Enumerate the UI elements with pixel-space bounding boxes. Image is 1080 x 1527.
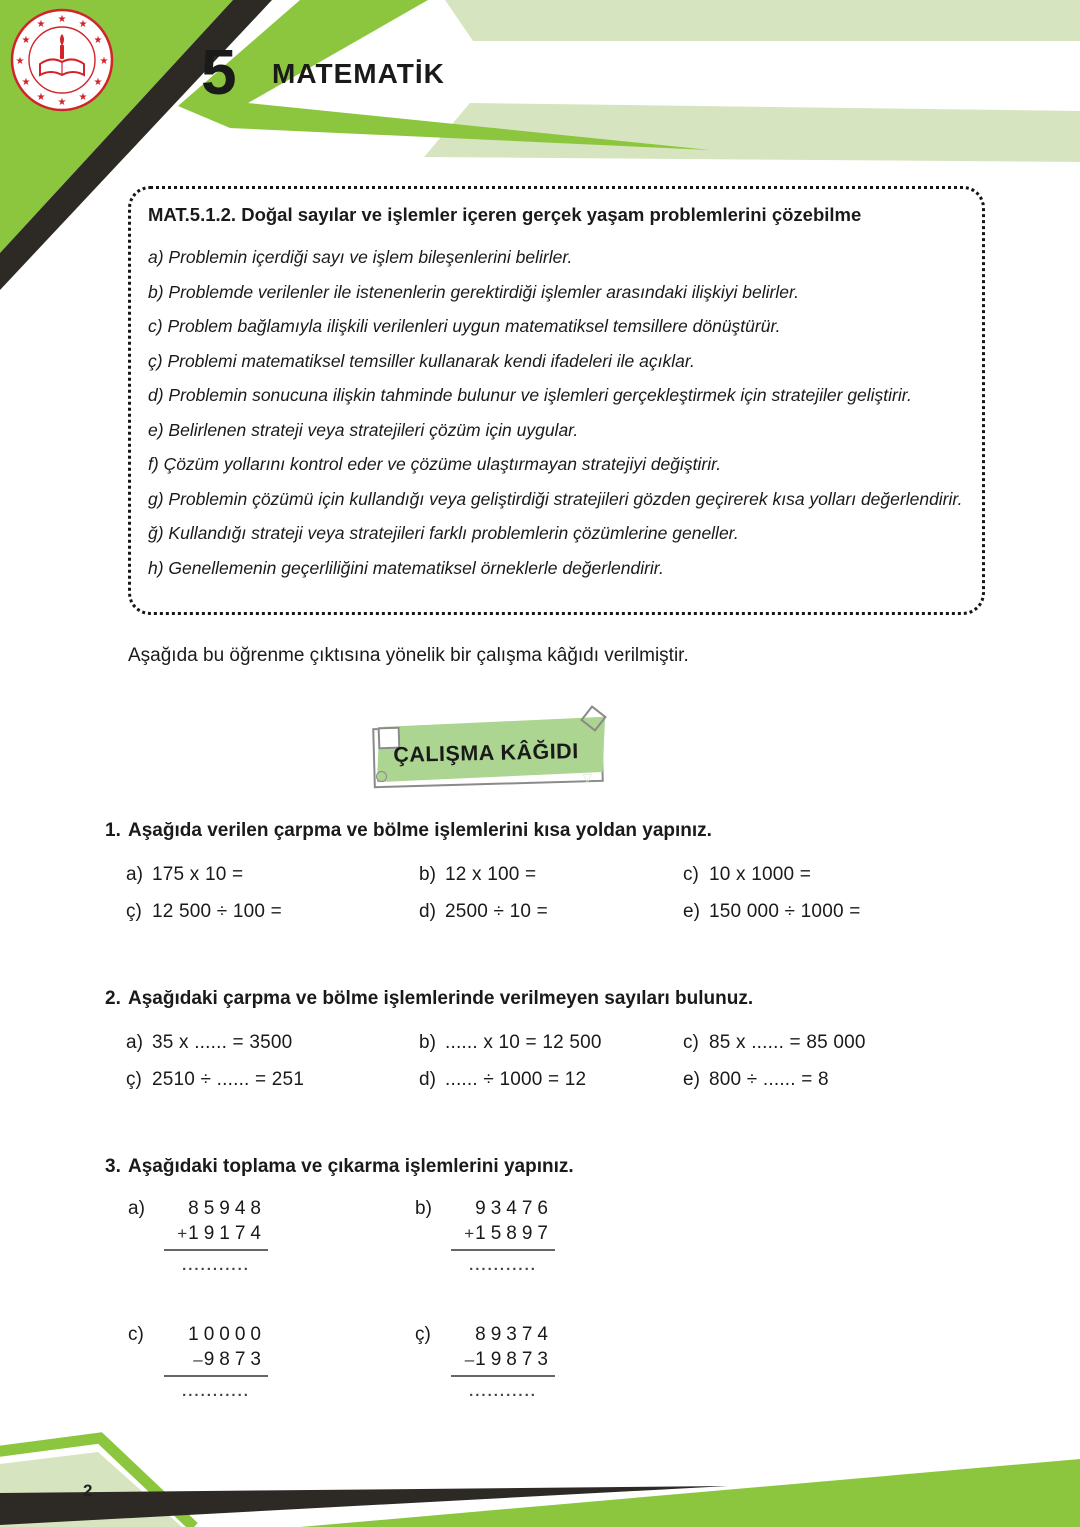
item-label: e)	[683, 901, 700, 922]
question-2-number: 2.	[105, 988, 121, 1009]
item-label: b)	[419, 864, 436, 885]
question-1-items	[126, 864, 1063, 923]
question-1-number: 1.	[105, 820, 121, 841]
item-label: a)	[126, 1032, 143, 1053]
item-label: e)	[683, 1069, 700, 1090]
outcome-item-f: f) Çözüm yollarını kontrol eder ve çözüme ulaştırmayan stratejiyi değiştirir.	[148, 454, 722, 474]
item-expression: 35 x ...... = 3500	[152, 1032, 293, 1053]
operand-top: 85948	[188, 1198, 266, 1219]
operator-sign: +	[464, 1224, 475, 1243]
item-label: ç)	[126, 901, 142, 922]
q2-item-a	[126, 1032, 419, 1054]
outcome-item-c: c) Problem bağlamıyla ilişkili verilenleri uygun matematiksel temsillere dönüştürür.	[148, 316, 781, 336]
vertical-problem-a	[128, 1198, 268, 1274]
item-expression: ...... x 10 = 12 500	[445, 1032, 602, 1053]
banner-triangle-bottomright-icon: ▽	[582, 771, 592, 785]
question-2-items	[126, 1032, 1063, 1091]
operand-bottom: 19873	[475, 1349, 553, 1370]
outcome-item-g2: ğ) Kullandığı strateji veya stratejileri farklı problemlerin çözümlerine geneller.	[148, 523, 739, 543]
q2-item-e	[683, 1069, 1063, 1091]
vertical-problem-c2	[415, 1324, 555, 1400]
question-2-heading	[105, 988, 753, 1010]
svg-text:★: ★	[36, 92, 46, 103]
answer-rule	[451, 1249, 555, 1251]
svg-text:★: ★	[78, 92, 88, 103]
operand-bottom: 19174	[188, 1223, 266, 1244]
q2-item-c2	[126, 1069, 419, 1091]
grade-number: 5	[201, 36, 237, 108]
question-2-prompt: Aşağıdaki çarpma ve bölme işlemlerinde verilmeyen sayıları bulunuz.	[128, 988, 754, 1009]
question-1-heading	[105, 820, 712, 842]
q1-item-d	[419, 901, 683, 923]
item-expression: 800 ÷ ...... = 8	[709, 1069, 829, 1090]
question-3-prompt: Aşağıdaki toplama ve çıkarma işlemlerini yapınız.	[128, 1156, 574, 1177]
outcome-item-h: h) Genellemenin geçerliliğini matematiksel örneklerle değerlendirir.	[148, 557, 664, 578]
item-label: d)	[419, 1069, 436, 1090]
learning-outcome-box	[128, 186, 985, 615]
svg-text:★: ★	[57, 97, 67, 108]
q1-item-b	[419, 864, 683, 886]
item-label: a)	[126, 864, 143, 885]
outcome-item-e: e) Belirlenen strateji veya stratejileri çözüm için uygular.	[148, 419, 579, 440]
page-number: 2	[83, 1481, 93, 1500]
footer-decoration	[0, 1407, 1080, 1527]
problem-label: b)	[415, 1198, 432, 1219]
operand-top: 10000	[188, 1324, 266, 1345]
item-expression: 2500 ÷ 10 =	[445, 901, 548, 922]
svg-text:★: ★	[78, 19, 88, 30]
item-label: b)	[419, 1032, 436, 1053]
outcome-item-b: b) Problemde verilenler ile istenenlerin gerektirdiği işlemler arasındaki ilişkiyi belirler.	[148, 281, 799, 302]
svg-text:★: ★	[36, 19, 46, 30]
outcome-item-c2: ç) Problemi matematiksel temsiller kullanarak kendi ifadeleri ile açıklar.	[148, 350, 695, 371]
item-expression: 150 000 ÷ 1000 =	[709, 901, 861, 922]
q2-item-b	[419, 1032, 683, 1054]
item-expression: 85 x ...... = 85 000	[709, 1032, 866, 1053]
vertical-problem-c	[128, 1324, 268, 1400]
answer-dots: ...........	[469, 1383, 537, 1400]
svg-text:★: ★	[21, 35, 31, 46]
outcome-item-g: g) Problemin çözümü için kullandığı veya geliştirdiği stratejileri gözden geçirerek kısa yolları değerlendirir.	[148, 488, 963, 509]
subject-title: MATEMATİK	[272, 58, 445, 89]
operand-bottom: 15897	[475, 1223, 553, 1244]
item-label: c)	[683, 864, 699, 885]
question-1-prompt: Aşağıda verilen çarpma ve bölme işlemlerini kısa yoldan yapınız.	[128, 820, 712, 841]
question-3-heading	[105, 1156, 574, 1178]
svg-text:★: ★	[21, 77, 31, 88]
q1-item-a	[126, 864, 419, 886]
operand-top: 89374	[475, 1324, 553, 1345]
item-label: c)	[683, 1032, 699, 1053]
answer-rule	[164, 1249, 268, 1251]
item-label: d)	[419, 901, 436, 922]
vertical-problem-b	[415, 1198, 555, 1274]
item-expression: 12 500 ÷ 100 =	[152, 901, 282, 922]
outcome-item-a: a) Problemin içerdiği sayı ve işlem bileşenlerini belirler.	[148, 247, 573, 267]
item-expression: 10 x 1000 =	[709, 864, 812, 885]
answer-dots: ...........	[182, 1383, 250, 1400]
question-3-number: 3.	[105, 1156, 121, 1177]
operand-bottom: 9873	[203, 1349, 266, 1370]
item-expression: 2510 ÷ ...... = 251	[152, 1069, 305, 1090]
q1-item-c	[683, 864, 1063, 886]
operator-sign: –	[193, 1350, 203, 1369]
q2-item-d	[419, 1069, 683, 1091]
svg-text:★: ★	[93, 35, 103, 46]
operator-sign: –	[464, 1350, 475, 1369]
answer-dots: ...........	[469, 1257, 537, 1274]
item-expression: ...... ÷ 1000 = 12	[445, 1069, 587, 1090]
svg-text:★: ★	[99, 56, 109, 67]
problem-label: a)	[128, 1198, 145, 1219]
answer-rule	[451, 1375, 555, 1377]
header-light-band-top	[445, 0, 1080, 41]
q2-item-c	[683, 1032, 1063, 1054]
outcome-title: MAT.5.1.2. Doğal sayılar ve işlemler içeren gerçek yaşam problemlerini çözebilme	[148, 204, 862, 225]
item-expression: 175 x 10 =	[152, 864, 244, 885]
banner-label: ÇALIŞMA KÂĞIDI	[393, 738, 579, 767]
worksheet-banner	[373, 721, 599, 785]
svg-text:★: ★	[15, 56, 25, 67]
answer-rule	[164, 1375, 268, 1377]
item-expression: 12 x 100 =	[445, 864, 537, 885]
problem-label: ç)	[415, 1324, 431, 1345]
svg-text:★: ★	[93, 77, 103, 88]
operand-top: 93476	[475, 1198, 553, 1219]
q1-item-e	[683, 901, 1063, 923]
problem-label: c)	[128, 1324, 144, 1345]
item-label: ç)	[126, 1069, 142, 1090]
svg-text:★: ★	[57, 14, 67, 25]
intro-text: Aşağıda bu öğrenme çıktısına yönelik bir çalışma kâğıdı verilmiştir.	[128, 645, 689, 666]
meb-seal-logo	[12, 10, 112, 110]
outcome-item-d: d) Problemin sonucuna ilişkin tahminde bulunur ve işlemleri gerçekleştirmek için stratejiler geliştirir.	[148, 385, 912, 405]
q1-item-c2	[126, 901, 419, 923]
answer-dots: ...........	[182, 1257, 250, 1274]
seal-torch-stem	[60, 45, 64, 59]
operator-sign: +	[177, 1224, 188, 1243]
